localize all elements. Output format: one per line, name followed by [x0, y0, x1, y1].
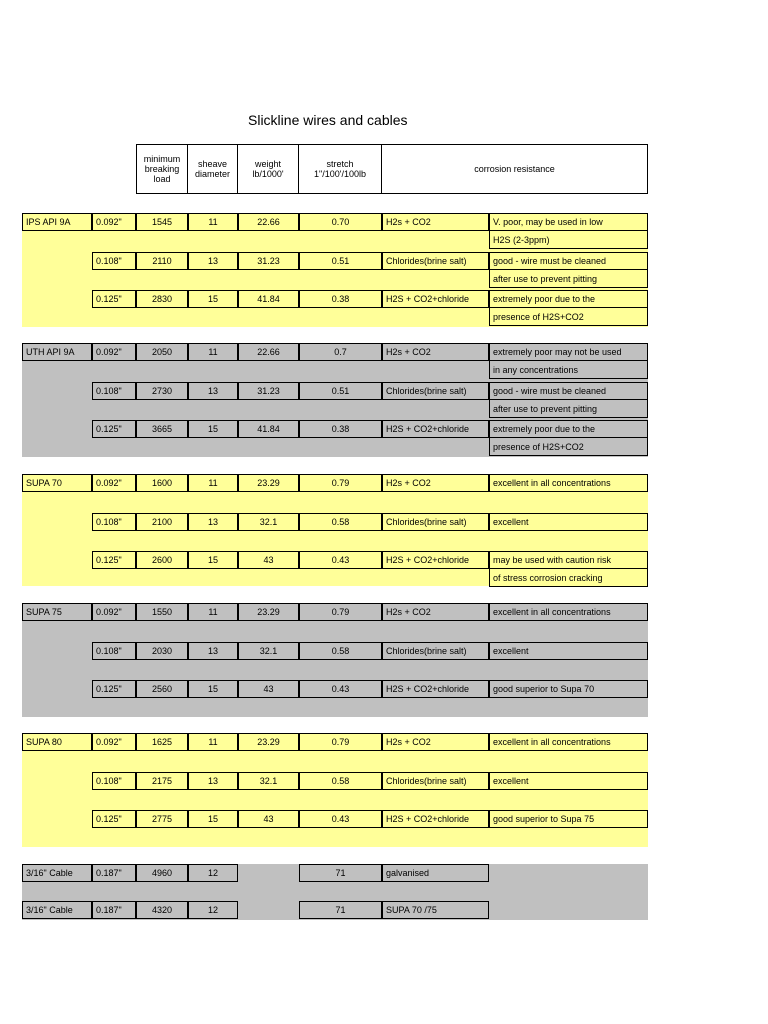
environment-cell: H2s + CO2: [382, 474, 489, 492]
breaking-load-cell: 3665: [136, 420, 188, 438]
cable-environment-cell: SUPA 70 /75: [382, 901, 489, 919]
sheave-cell: 11: [188, 474, 238, 492]
breaking-load-cell: 2100: [136, 513, 188, 531]
environment-cell: H2S + CO2+chloride: [382, 420, 489, 438]
stretch-cell: 0.43: [299, 551, 382, 569]
wire-size-cell: 0.108": [92, 513, 136, 531]
header-min-breaking-load: minimum breaking load: [136, 144, 188, 194]
sheave-cell: 13: [188, 642, 238, 660]
breaking-load-cell: 1545: [136, 213, 188, 231]
corrosion-resistance-cell: H2S (2-3ppm): [489, 231, 648, 249]
cable-environment-cell: galvanised: [382, 864, 489, 882]
sheave-cell: 15: [188, 810, 238, 828]
breaking-load-cell: 1600: [136, 474, 188, 492]
wire-size-cell: 0.092": [92, 603, 136, 621]
stretch-cell: 0.79: [299, 733, 382, 751]
stretch-cell: 0.70: [299, 213, 382, 231]
wire-size-cell: 0.125": [92, 551, 136, 569]
breaking-load-cell: 2030: [136, 642, 188, 660]
environment-cell: Chlorides(brine salt): [382, 513, 489, 531]
stretch-cell: 0.38: [299, 420, 382, 438]
stretch-cell: 0.38: [299, 290, 382, 308]
breaking-load-cell: 2600: [136, 551, 188, 569]
sheave-cell: 11: [188, 213, 238, 231]
breaking-load-cell: 2775: [136, 810, 188, 828]
wire-size-cell: 0.125": [92, 680, 136, 698]
corrosion-resistance-cell: good superior to Supa 70: [489, 680, 648, 698]
weight-cell: 23.29: [238, 603, 299, 621]
cable-stretch-cell: 71: [299, 901, 382, 919]
sheave-cell: 13: [188, 513, 238, 531]
header-sheave-diameter: sheave diameter: [188, 144, 238, 194]
stretch-cell: 0.7: [299, 343, 382, 361]
environment-cell: Chlorides(brine salt): [382, 642, 489, 660]
corrosion-resistance-cell: extremely poor due to the: [489, 290, 648, 308]
wire-size-cell: 0.125": [92, 810, 136, 828]
stretch-cell: 0.79: [299, 474, 382, 492]
weight-cell: 41.84: [238, 290, 299, 308]
environment-cell: Chlorides(brine salt): [382, 772, 489, 790]
corrosion-resistance-cell: good - wire must be cleaned: [489, 252, 648, 270]
corrosion-resistance-cell: good superior to Supa 75: [489, 810, 648, 828]
weight-cell: 31.23: [238, 382, 299, 400]
weight-cell: 32.1: [238, 513, 299, 531]
wire-size-cell: 0.092": [92, 213, 136, 231]
wire-size-cell: 0.125": [92, 420, 136, 438]
sheave-cell: 13: [188, 772, 238, 790]
environment-cell: H2S + CO2+chloride: [382, 290, 489, 308]
corrosion-resistance-cell: extremely poor due to the: [489, 420, 648, 438]
corrosion-resistance-cell: after use to prevent pitting: [489, 270, 648, 288]
wire-size-cell: 0.108": [92, 382, 136, 400]
environment-cell: H2s + CO2: [382, 213, 489, 231]
weight-cell: 22.66: [238, 213, 299, 231]
cable-type-label: 3/16" Cable: [22, 901, 92, 919]
wire-size-cell: 0.108": [92, 642, 136, 660]
wire-size-cell: 0.092": [92, 343, 136, 361]
header-weight: weight lb/1000': [238, 144, 299, 194]
sheave-cell: 11: [188, 343, 238, 361]
corrosion-resistance-cell: excellent: [489, 772, 648, 790]
stretch-cell: 0.58: [299, 642, 382, 660]
corrosion-resistance-cell: after use to prevent pitting: [489, 400, 648, 418]
environment-cell: H2S + CO2+chloride: [382, 680, 489, 698]
corrosion-resistance-cell: in any concentrations: [489, 361, 648, 379]
stretch-cell: 0.51: [299, 382, 382, 400]
weight-cell: 43: [238, 680, 299, 698]
environment-cell: Chlorides(brine salt): [382, 382, 489, 400]
environment-cell: H2s + CO2: [382, 603, 489, 621]
sheave-cell: 15: [188, 420, 238, 438]
cable-size-cell: 0.187": [92, 864, 136, 882]
cable-sheave-cell: 12: [188, 901, 238, 919]
corrosion-resistance-cell: of stress corrosion cracking: [489, 569, 648, 587]
sheave-cell: 13: [188, 382, 238, 400]
cable-stretch-cell: 71: [299, 864, 382, 882]
weight-cell: 41.84: [238, 420, 299, 438]
breaking-load-cell: 2730: [136, 382, 188, 400]
corrosion-resistance-cell: extremely poor may not be used: [489, 343, 648, 361]
wire-type-label: SUPA 70: [22, 474, 92, 492]
stretch-cell: 0.43: [299, 680, 382, 698]
corrosion-resistance-cell: presence of H2S+CO2: [489, 438, 648, 456]
wire-size-cell: 0.092": [92, 733, 136, 751]
sheave-cell: 15: [188, 290, 238, 308]
weight-cell: 23.29: [238, 474, 299, 492]
corrosion-resistance-cell: good - wire must be cleaned: [489, 382, 648, 400]
weight-cell: 43: [238, 810, 299, 828]
breaking-load-cell: 2050: [136, 343, 188, 361]
cable-breaking-load-cell: 4320: [136, 901, 188, 919]
sheave-cell: 13: [188, 252, 238, 270]
weight-cell: 32.1: [238, 642, 299, 660]
environment-cell: H2s + CO2: [382, 343, 489, 361]
stretch-cell: 0.43: [299, 810, 382, 828]
breaking-load-cell: 2560: [136, 680, 188, 698]
weight-cell: 43: [238, 551, 299, 569]
weight-cell: 22.66: [238, 343, 299, 361]
cable-breaking-load-cell: 4960: [136, 864, 188, 882]
corrosion-resistance-cell: excellent in all concentrations: [489, 733, 648, 751]
sheave-cell: 15: [188, 551, 238, 569]
corrosion-resistance-cell: excellent in all concentrations: [489, 603, 648, 621]
stretch-cell: 0.58: [299, 513, 382, 531]
environment-cell: H2S + CO2+chloride: [382, 810, 489, 828]
breaking-load-cell: 2110: [136, 252, 188, 270]
stretch-cell: 0.58: [299, 772, 382, 790]
wire-size-cell: 0.092": [92, 474, 136, 492]
weight-cell: 32.1: [238, 772, 299, 790]
stretch-cell: 0.51: [299, 252, 382, 270]
wire-type-label: UTH API 9A: [22, 343, 92, 361]
cable-size-cell: 0.187": [92, 901, 136, 919]
breaking-load-cell: 2830: [136, 290, 188, 308]
breaking-load-cell: 2175: [136, 772, 188, 790]
sheave-cell: 11: [188, 603, 238, 621]
wire-type-label: SUPA 80: [22, 733, 92, 751]
header-corrosion-resistance: corrosion resistance: [382, 144, 648, 194]
weight-cell: 31.23: [238, 252, 299, 270]
wire-type-label: SUPA 75: [22, 603, 92, 621]
breaking-load-cell: 1550: [136, 603, 188, 621]
wire-type-label: IPS API 9A: [22, 213, 92, 231]
corrosion-resistance-cell: presence of H2S+CO2: [489, 308, 648, 326]
environment-cell: H2s + CO2: [382, 733, 489, 751]
page-title: Slickline wires and cables: [248, 112, 408, 128]
header-stretch: stretch 1"/100'/100lb: [299, 144, 382, 194]
cable-type-label: 3/16" Cable: [22, 864, 92, 882]
environment-cell: Chlorides(brine salt): [382, 252, 489, 270]
cable-sheave-cell: 12: [188, 864, 238, 882]
weight-cell: 23.29: [238, 733, 299, 751]
corrosion-resistance-cell: excellent: [489, 642, 648, 660]
corrosion-resistance-cell: may be used with caution risk: [489, 551, 648, 569]
corrosion-resistance-cell: excellent: [489, 513, 648, 531]
wire-size-cell: 0.108": [92, 772, 136, 790]
stretch-cell: 0.79: [299, 603, 382, 621]
corrosion-resistance-cell: V. poor, may be used in low: [489, 213, 648, 231]
corrosion-resistance-cell: excellent in all concentrations: [489, 474, 648, 492]
sheave-cell: 15: [188, 680, 238, 698]
environment-cell: H2S + CO2+chloride: [382, 551, 489, 569]
breaking-load-cell: 1625: [136, 733, 188, 751]
wire-size-cell: 0.108": [92, 252, 136, 270]
sheave-cell: 11: [188, 733, 238, 751]
wire-size-cell: 0.125": [92, 290, 136, 308]
